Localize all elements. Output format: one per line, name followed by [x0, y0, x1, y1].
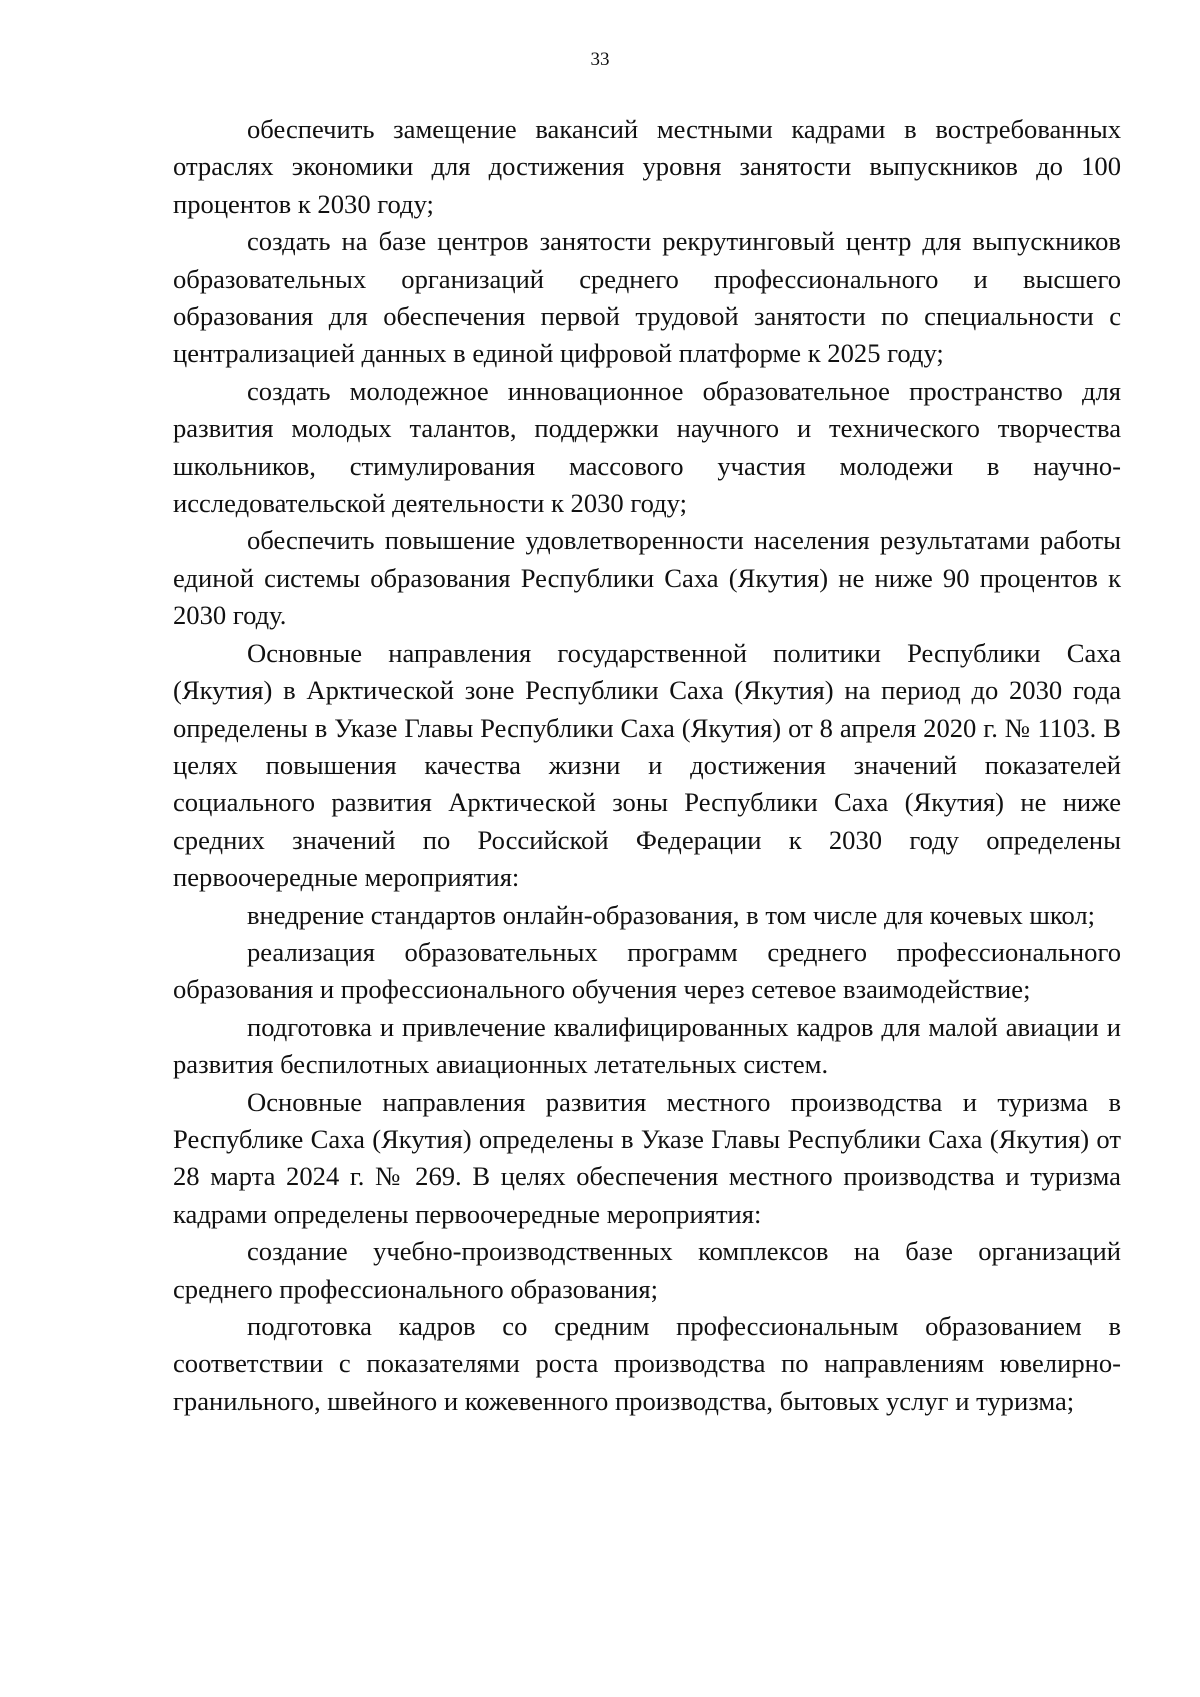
paragraph-local-production-policy: Основные направления развития местного производства и туризма в Республике Саха (Якутия) определены в Указе Главы Республики Саха (Якутия) от 28 марта 2024 г. № 269. В целях обеспечения местного производства и туризма кадрами определены первоочередные мероприятия:	[173, 1086, 1121, 1229]
paragraph-education-satisfaction: обеспечить повышение удовлетворенности населения результатами работы единой системы образования Республики Саха (Якутия) не ниже 90 процентов к 2030 году.	[173, 525, 1121, 631]
paragraph-network-programs: реализация образовательных программ среднего профессионального образования и профессионального обучения через сетевое взаимодействие;	[173, 936, 1121, 1005]
document-body	[173, 111, 1121, 1420]
paragraph-aviation-staff: подготовка и привлечение квалифицированных кадров для малой авиации и развития беспилотных авиационных летательных систем.	[173, 1011, 1121, 1080]
paragraph-recruiting-center: создать на базе центров занятости рекрутинговый центр для выпускников образовательных организаций среднего профессионального и высшего образования для обеспечения первой трудовой занятости по специальности с централизацией данных в единой цифровой платформе к 2025 году;	[173, 226, 1121, 369]
paragraph-online-education: внедрение стандартов онлайн-образования, в том числе для кочевых школ;	[247, 899, 1096, 930]
paragraph-youth-innovation-space: создать молодежное инновационное образовательное пространство для развития молодых талантов, поддержки научного и технического творчества школьников, стимулирования массового участия молодежи в научно-исследовательской деятельности к 2030 году;	[173, 375, 1121, 519]
paragraph-training-complexes: создание учебно-производственных комплексов на базе организаций среднего профессионального образования;	[173, 1236, 1121, 1304]
paragraph-vocational-training: подготовка кадров со средним профессиональным образованием в соответствии с показателями роста производства по направлениям ювелирно-гранильного, швейного и кожевенного производства, бытовых услуг и туризма;	[173, 1311, 1121, 1416]
paragraph-arctic-policy: Основные направления государственной политики Республики Саха (Якутия) в Арктической зоне Республики Саха (Якутия) на период до 2030 года определены в Указе Главы Республики Саха (Якутия) от 8 апреля 2020 г. № 1103. В целях повышения качества жизни и достижения значений показателей социального развития Арктической зоны Республики Саха (Якутия) не ниже средних значений по Российской Федерации к 2030 году определены первоочередные мероприятия:	[173, 637, 1121, 893]
paragraph-employment-vacancies: обеспечить замещение вакансий местными кадрами в востребованных отраслях экономики для достижения уровня занятости выпускников до 100 процентов к 2030 году;	[173, 114, 1121, 219]
page-number: 33	[590, 49, 610, 70]
